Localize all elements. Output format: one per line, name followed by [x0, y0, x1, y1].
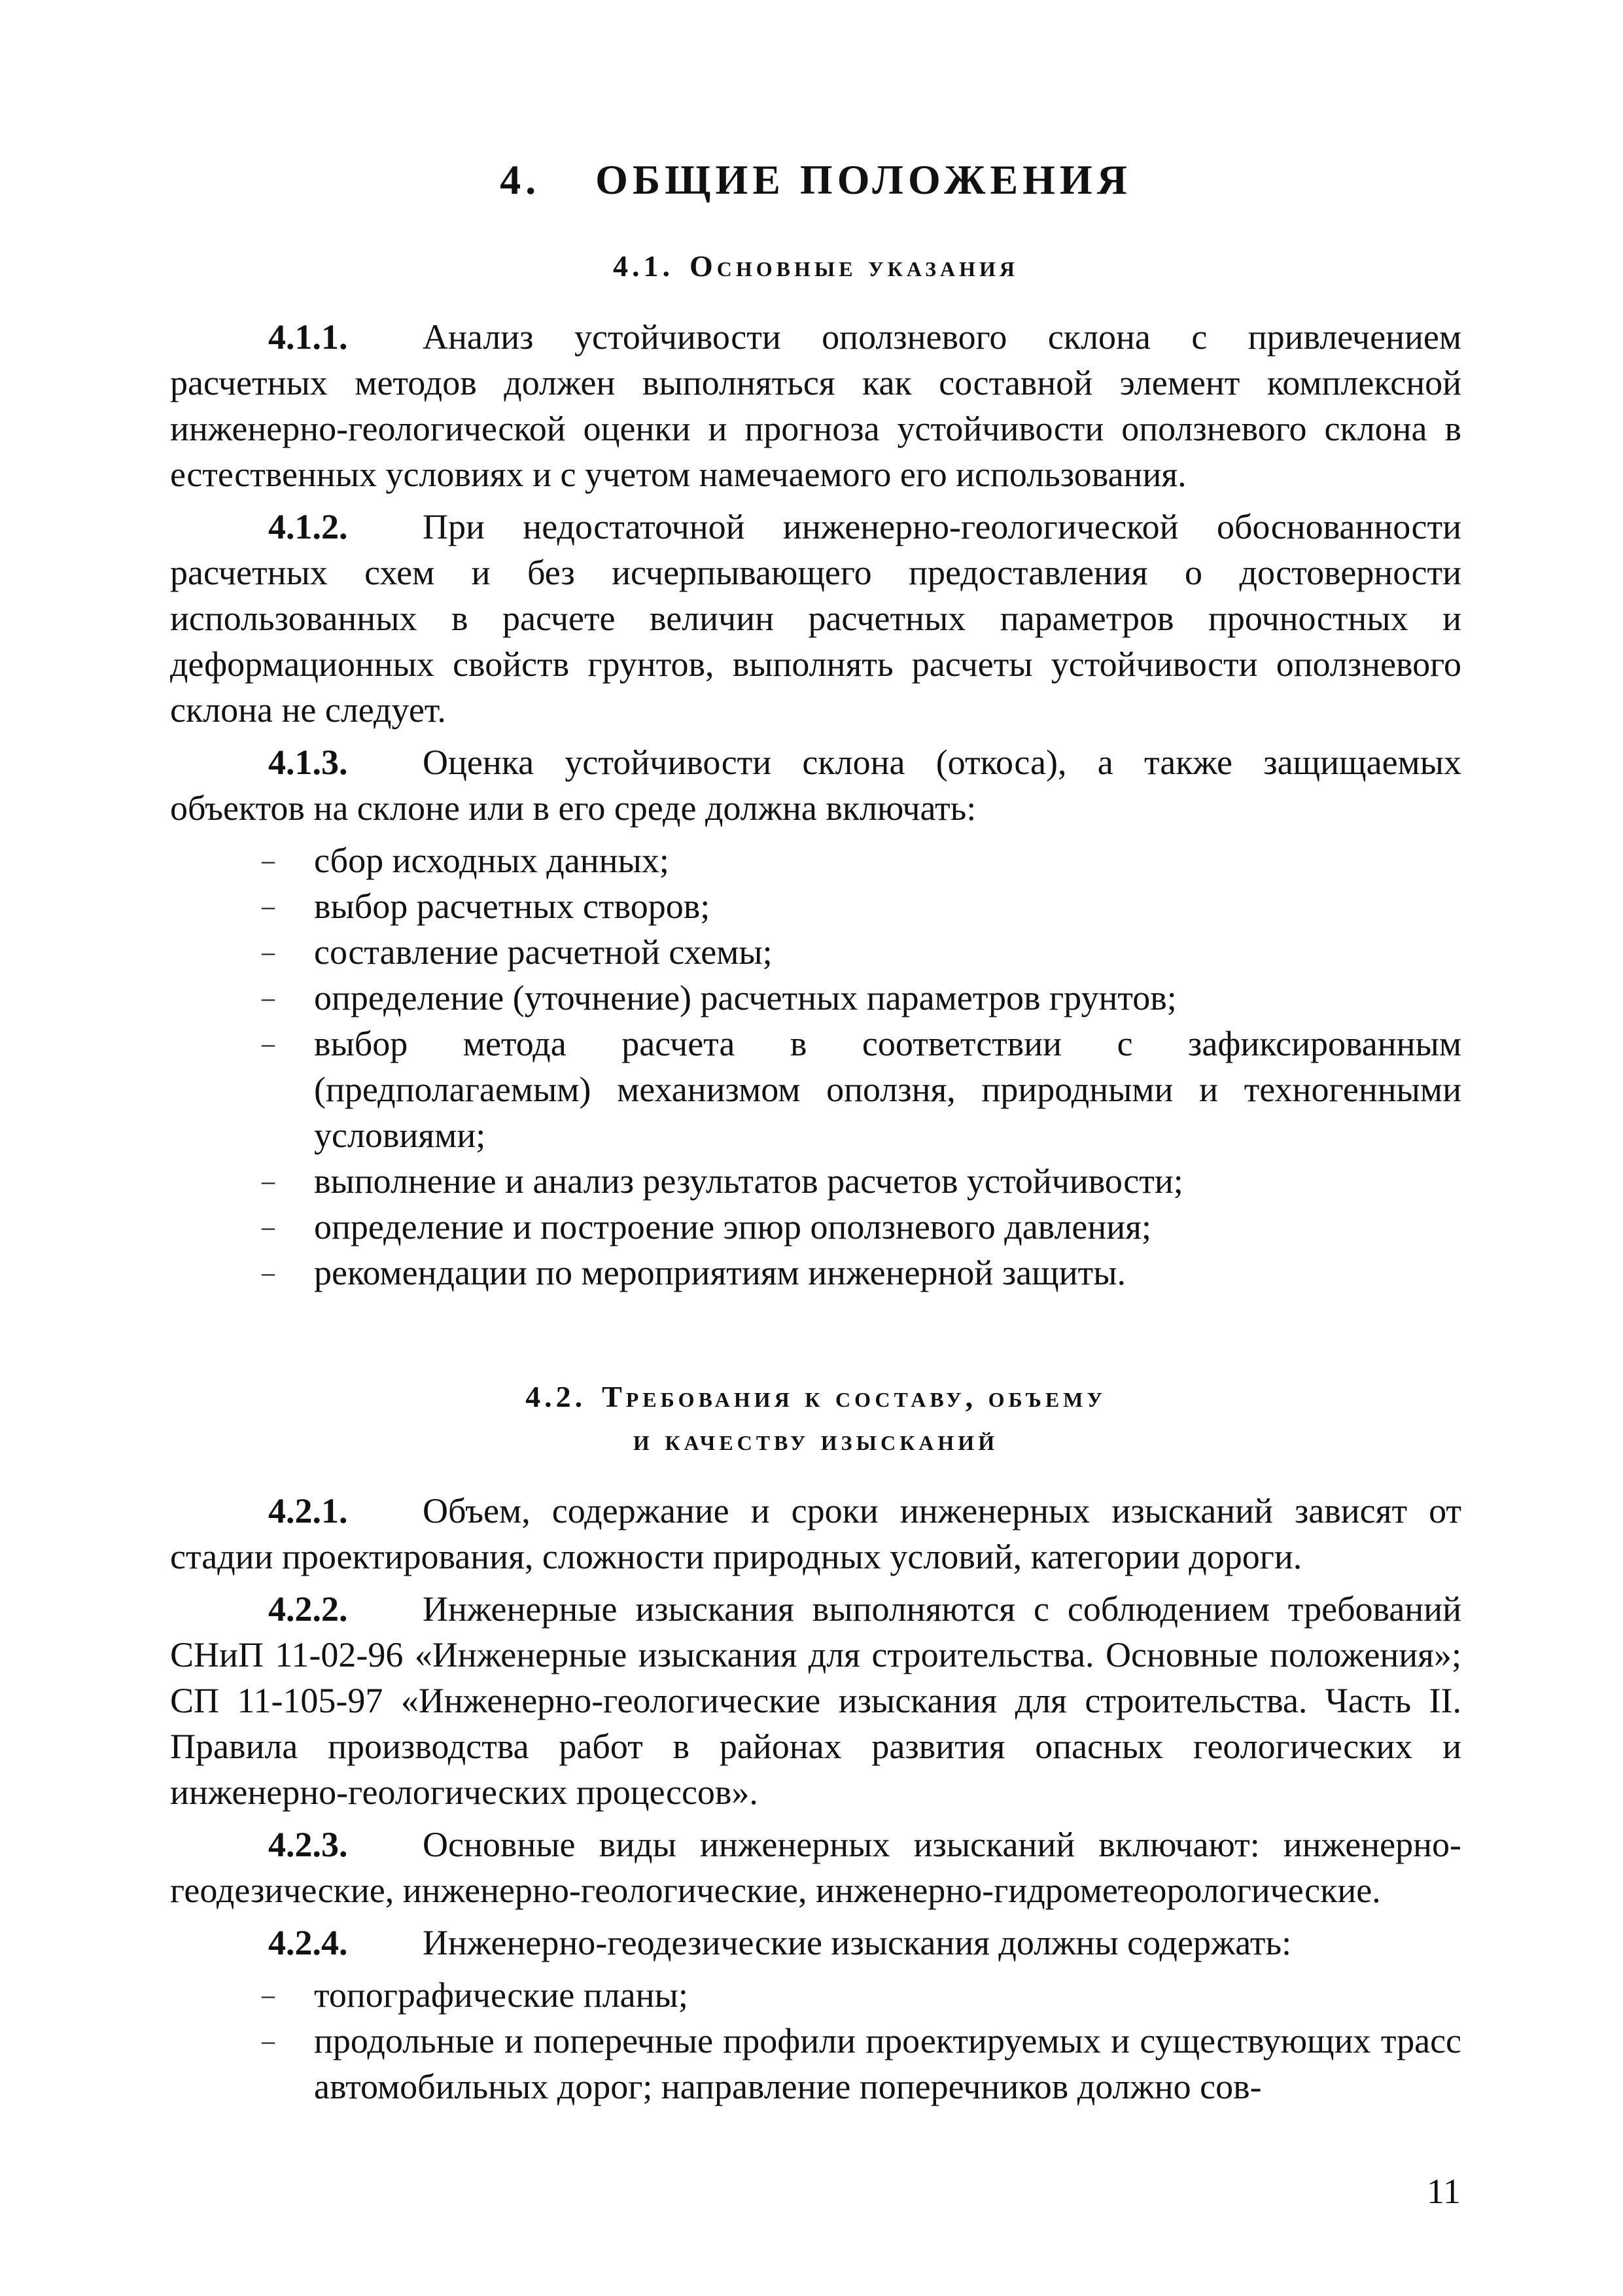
clause-text: Инженерные изыскания выполняются с соблюдением требований СНиП 11-02-96 «Инженерные изыскания для строительства. Основные положения»; СП 11-105-97 «Инженерно-геологические изыскания для строительства. Часть II. Правила производства работ в районах развития опасных геологических и инженерно-геологических процессов». [170, 1589, 1461, 1812]
list-item: – составление расчетной схемы; [170, 929, 1461, 975]
dash-bullet: – [262, 1258, 275, 1287]
clause-number: 4.1.2. [268, 507, 348, 546]
subsection-title: Основные указания [689, 249, 1019, 283]
section-title: ОБЩИЕ ПОЛОЖЕНИЯ [595, 156, 1132, 203]
list-item: – выполнение и анализ результатов расчетов устойчивости; [170, 1158, 1461, 1204]
clause-number: 4.1.3. [268, 743, 348, 782]
dash-bullet: – [262, 937, 275, 966]
list-item: – выбор метода расчета в соответствии с зафиксированным (предполагаемым) механизмом оползня, природными и техногенными условиями; [170, 1021, 1461, 1158]
subsection-title-line1: Требования к составу, объему [602, 1380, 1106, 1413]
list-item: – определение (уточнение) расчетных параметров грунтов; [170, 975, 1461, 1021]
subsection-heading-4-2 [170, 1375, 1461, 1462]
clause-number: 4.2.3. [268, 1825, 348, 1864]
subsection-number: 4.1. [612, 249, 674, 283]
clause-number: 4.2.1. [268, 1491, 348, 1530]
dash-bullet: – [262, 1029, 275, 1058]
subsection-title-line2: и качеству изысканий [633, 1423, 999, 1457]
dash-bullet: – [262, 1166, 275, 1195]
list-item: – топографические планы; [170, 1972, 1461, 2018]
dash-bullet: – [262, 1980, 275, 2009]
clause-text: Анализ устойчивости оползневого склона с привлечением расчетных методов должен выполняться как составной элемент комплексной инженерно-геологической оценки и прогноза устойчивости оползневого склона в естественных условиях и с учетом намечаемого его использования. [170, 317, 1461, 494]
clause-text: Оценка устойчивости склона (откоса), а также защищаемых объектов на склоне или в его среде должна включать: [170, 743, 1461, 828]
dash-bullet: – [262, 891, 275, 921]
clause-text: При недостаточной инженерно-геологической обоснованности расчетных схем и без исчерпывающего предоставления о достоверности использованных в расчете величин расчетных параметров прочностных и деформационных свойств грунтов, выполнять расчеты устойчивости оползневого склона не следует. [170, 507, 1461, 730]
clause-text: Основные виды инженерных изысканий включают: инженерно-геодезические, инженерно-геологические, инженерно-гидрометеорологические. [170, 1825, 1461, 1910]
clause-4-2-1 [170, 1488, 1461, 1580]
clause-text: Объем, содержание и сроки инженерных изысканий зависят от стадии проектирования, сложности природных условий, категории дороги. [170, 1491, 1461, 1576]
section-spacer [170, 1302, 1461, 1375]
page-number: 11 [1427, 2172, 1461, 2211]
assessment-list [170, 838, 1461, 1296]
dash-bullet: – [262, 983, 275, 1012]
list-item: – сбор исходных данных; [170, 838, 1461, 883]
clause-4-2-3 [170, 1822, 1461, 1913]
list-item: – рекомендации по мероприятиям инженерной защиты. [170, 1250, 1461, 1296]
clause-4-1-2 [170, 504, 1461, 733]
clause-number: 4.1.1. [268, 317, 348, 357]
list-item: – продольные и поперечные профили проектируемых и существующих трасс автомобильных дорог; направление поперечников должно сов- [170, 2018, 1461, 2110]
clause-4-2-2 [170, 1586, 1461, 1815]
clause-4-1-3 [170, 739, 1461, 831]
clause-text: Инженерно-геодезические изыскания должны содержать: [423, 1923, 1292, 1962]
dash-bullet: – [262, 1212, 275, 1241]
clause-4-1-1 [170, 314, 1461, 497]
dash-bullet: – [262, 2026, 275, 2055]
subsection-number: 4.2. [525, 1380, 587, 1413]
section-number: 4. [500, 156, 541, 203]
geodetic-list [170, 1972, 1461, 2110]
clause-number: 4.2.4. [268, 1923, 348, 1962]
clause-number: 4.2.2. [268, 1589, 348, 1629]
section-heading [170, 156, 1461, 204]
list-item: – определение и построение эпюр оползневого давления; [170, 1204, 1461, 1250]
clause-4-2-4 [170, 1920, 1461, 1966]
subsection-heading-4-1 [170, 245, 1461, 288]
dash-bullet: – [262, 845, 275, 875]
list-item: – выбор расчетных створов; [170, 883, 1461, 929]
